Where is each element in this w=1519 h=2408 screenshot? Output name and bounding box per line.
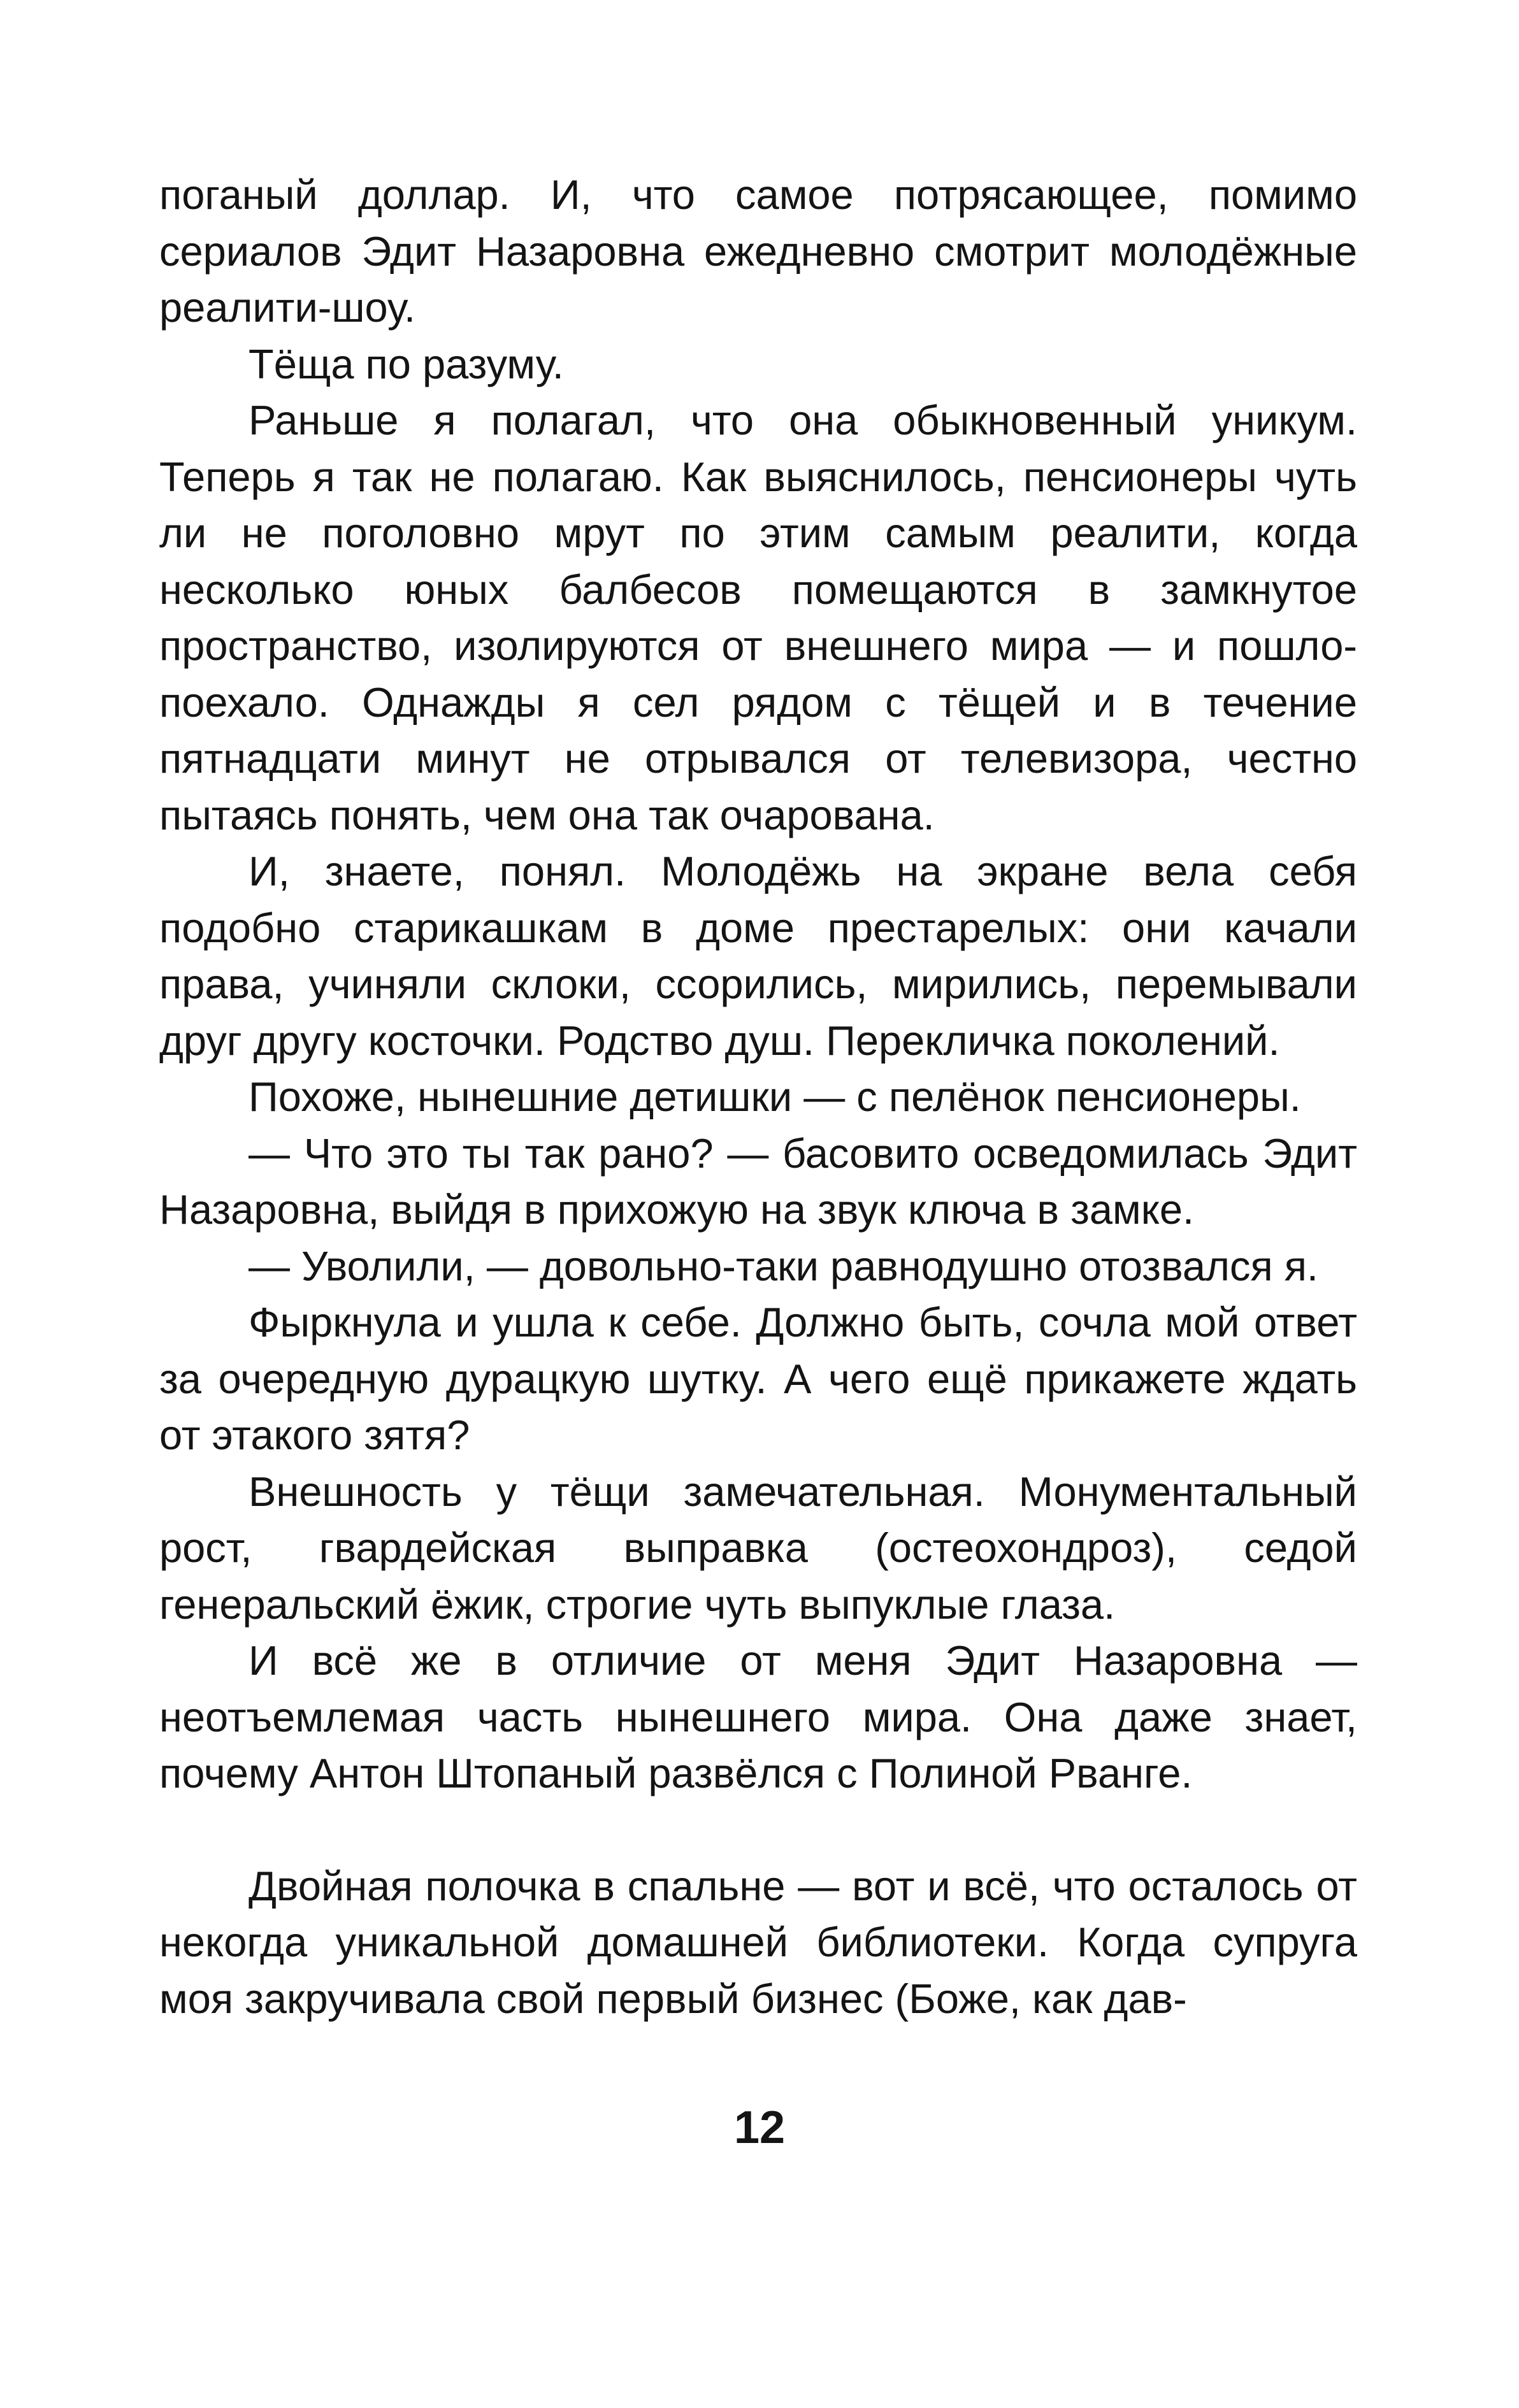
paragraph-7: — Уволили, — довольно-таки равнодушно отозвался я. (248, 1242, 1318, 1289)
paragraph-4: И, знаете, понял. Молодёжь на экране вела себя подобно старикашкам в доме престарелых: они качали права, учиняли склоки, ссорились, мирились, перемывали друг другу косточки. Родство душ. Перекличка поколений. (159, 848, 1357, 1064)
paragraph-2: Тёща по разуму. (248, 340, 564, 387)
body-text (159, 167, 1357, 2027)
paragraph-3: Раньше я полагал, что она обыкновенный уникум. Теперь я так не полагаю. Как выяснилось, пенсионеры чуть ли не поголовно мрут по этим самым реалити, когда несколько юных балбесов помещаются в замкнутое пространство, изолируются от внешнего мира — и пошло-поехало. Однажды я сел рядом с тёщей и в течение пятнадцати минут не отрывался от телевизора, честно пытаясь понять, чем она так очарована. (159, 397, 1357, 838)
paragraph-5: Похоже, нынешние детишки — с пелёнок пенсионеры. (248, 1073, 1301, 1120)
paragraph-10: И всё же в отличие от меня Эдит Назаровна — неотъемлемая часть нынешнего мира. Она даже знает, почему Антон Штопаный развёлся с Полиной Рванге. (159, 1637, 1357, 1796)
paragraph-11: Двойная полочка в спальне — вот и всё, что осталось от некогда уникальной домашней библиотеки. Когда супруга моя закручивала свой первый бизнес (Боже, как дав- (159, 1862, 1357, 2022)
page-number: 12 (733, 2102, 786, 2153)
paragraph-6: — Что это ты так рано? — басовито осведомилась Эдит Назаровна, выйдя в прихожую на звук ключа в замке. (159, 1129, 1357, 1233)
paragraph-1: поганый доллар. И, что самое потрясающее, помимо сериалов Эдит Назаровна ежедневно смотрит молодёжные реалити-шоу. (159, 171, 1357, 331)
paragraph-8: Фыркнула и ушла к себе. Должно быть, сочла мой ответ за очередную дурацкую шутку. А чего ещё прикажете ждать от этакого зятя? (159, 1299, 1357, 1458)
paragraph-9: Внешность у тёщи замечательная. Монументальный рост, гвардейская выправка (остеохондроз), седой генеральский ёжик, строгие чуть выпуклые глаза. (159, 1468, 1357, 1628)
